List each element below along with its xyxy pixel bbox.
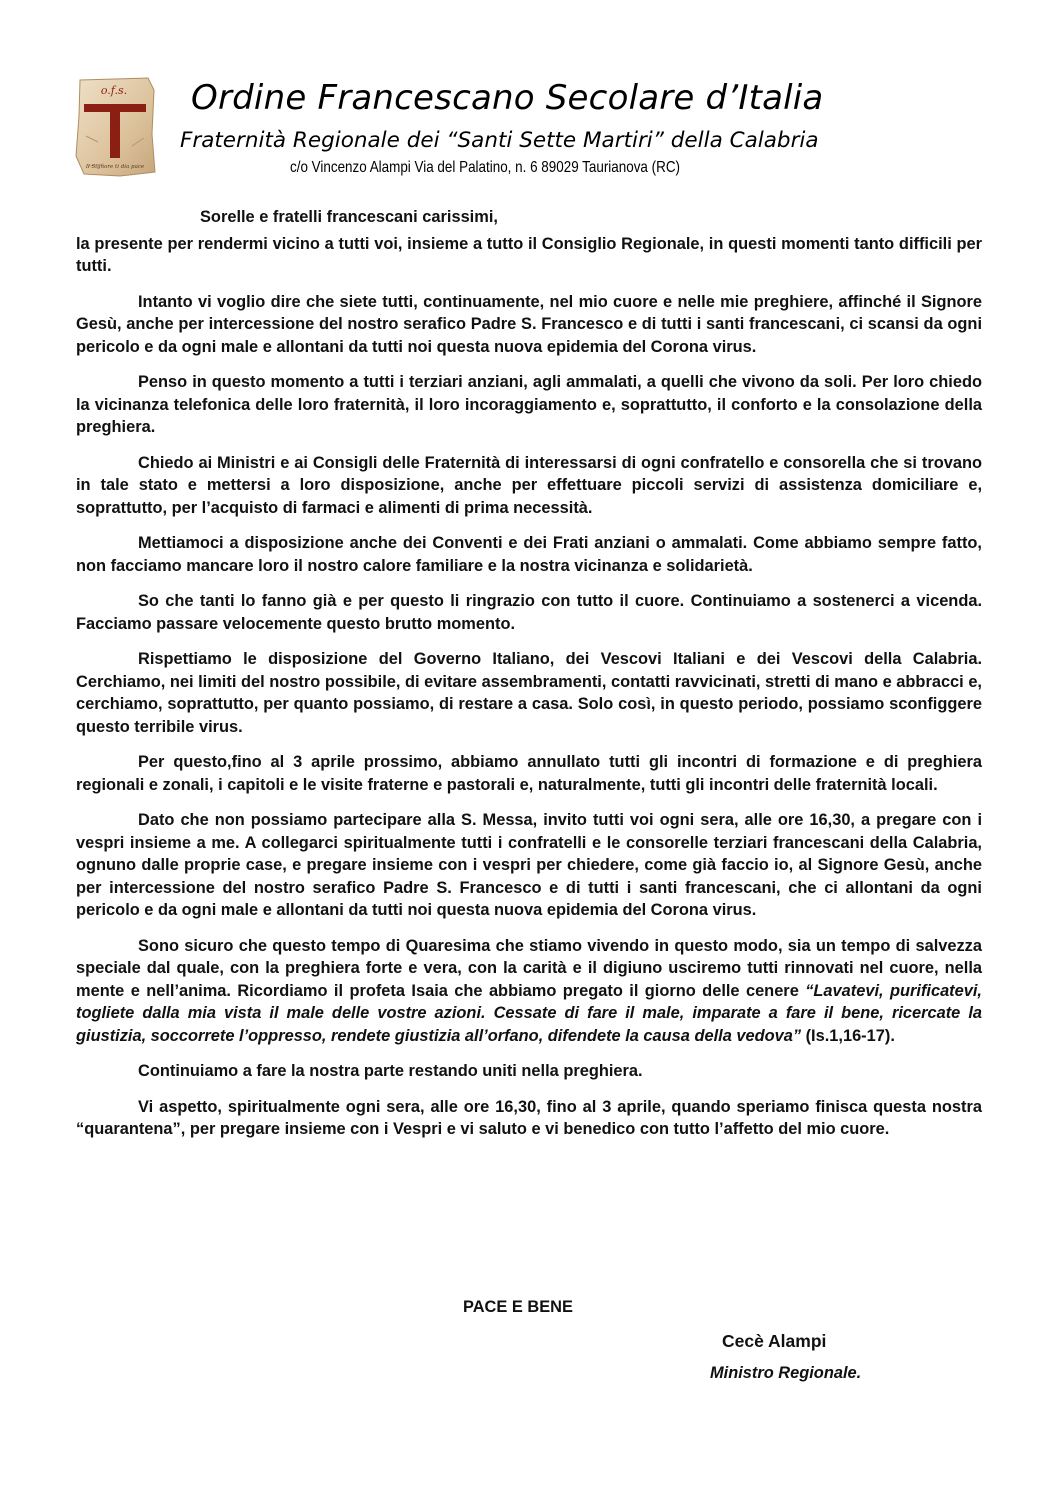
letter-body [76, 206, 982, 1154]
paragraph: Per questo,fino al 3 aprile prossimo, abbiamo annullato tutti gli incontri di formazione e di preghiera regionali e zonali, i capitoli e le visite fraterne e pastorali e, naturalmente, tutti gli incontri delle fraternità locali. [76, 753, 982, 794]
letterhead-subtitle: Fraternità Regionale dei “Santi Sette Martiri” della Calabria [180, 128, 819, 153]
paragraph: Dato che non possiamo partecipare alla S. Messa, invito tutti voi ogni sera, alle ore 16,30, a pregare con i vespri insieme a me. A collegarci spiritualmente tutti i confratelli e le consorelle terziari francescani della Calabria, ognuno dalle proprie case, e pregare insieme con i vespri per chiedere, come già faccio io, al Signore Gesù, anche per intercessione del nostro serafico Padre S. Francesco e di tutti i santi francescani, che ci allontani da ogni pericolo e da ogni male e allontani da tutti noi questa nuova epidemia del Corona virus. [76, 811, 982, 919]
paragraph: Vi aspetto, spiritualmente ogni sera, alle ore 16,30, fino al 3 aprile, quando speriamo finisca questa nostra “quarantena”, per pregare insieme con i Vespri e vi saluto e vi benedico con tutto l’affetto del mio cuore. [76, 1097, 982, 1138]
signature-role: Ministro Regionale. [710, 1364, 862, 1382]
signature-name: Cecè Alampi [722, 1331, 827, 1351]
paragraph: Rispettiamo le disposizione del Governo Italiano, dei Vescovi Italiani e dei Vescovi della Calabria. Cerchiamo, nei limiti del nostro possibile, di evitare assembramenti, contatti ravvicinati, stretti di mano e abbracci e, cerchiamo, soprattutto, per quanto possiamo, di restare a casa. Solo così, in questo periodo, possiamo sconfiggere questo terribile virus. [76, 650, 982, 736]
paragraph-lent [76, 935, 982, 1048]
greeting: Sorelle e fratelli francescani carissimi, [200, 208, 498, 226]
closing-salutation: PACE E BENE [463, 1298, 573, 1316]
paragraph: Intanto vi voglio dire che siete tutti, continuamente, nel mio cuore e nelle mie preghiere, affinché il Signore Gesù, anche per intercessione del nostro serafico Padre S. Francesco e di tutti i santi francescani, ci scansi da ogni pericolo e da ogni male e allontani da tutti noi questa nuova epidemia del Corona virus. [76, 292, 982, 356]
paragraph: Chiedo ai Ministri e ai Consigli delle Fraternità di interessarsi di ogni confratello e consorella che si trovano in tale stato e mettersi a loro disposizione, anche per effettuare piccoli servizi di assistenza domiciliare e, soprattutto, per l’acquisto di farmaci e alimenti di prima necessità. [76, 453, 982, 517]
ofs-logo [74, 76, 156, 178]
paragraph: Mettiamoci a disposizione anche dei Conventi e dei Frati anziani o ammalati. Come abbiamo sempre fatto, non facciamo mancare loro il nostro calore familiare e la nostra vicinanza e solidarietà. [76, 534, 982, 575]
quote-reference: (Is.1,16-17). [801, 1026, 895, 1045]
paragraph: Continuiamo a fare la nostra parte restando uniti nella preghiera. [138, 1062, 643, 1080]
letterhead-title: Ordine Francescano Secolare d’Italia [191, 78, 824, 118]
logo-text-bottom: Il Signore ti dia pace [85, 164, 145, 170]
lent-text: Sono sicuro che questo tempo di Quaresima che stiamo vivendo in questo modo, sia un tempo di salvezza speciale dal quale, con la preghiera forte e vera, con la carità e il digiuno usciremo tutti rinnovati nel cuore, nella mente e nell’anima. Ricordiamo il profeta Isaia che abbiamo pregato il giorno delle cenere [76, 936, 982, 1000]
paragraph: So che tanti lo fanno già e per questo li ringrazio con tutto il cuore. Continuiamo a sostenerci a vicenda. Facciamo passare velocemente questo brutto momento. [76, 592, 982, 633]
tau-stone-icon [74, 76, 156, 178]
isaiah-quote: “Lavatevi, purificatevi, togliete dalla mia vista il male delle vostre azioni. Cessate di fare il male, imparate a fare il bene, ricercate la giustizia, soccorrete l’oppresso, rendete giustizia all’orfano, difendete la causa della vedova” [76, 981, 982, 1045]
logo-text-top: o.f.s. [100, 84, 128, 97]
letterhead-address: c/o Vincenzo Alampi Via del Palatino, n. 6 89029 Taurianova (RC) [290, 159, 681, 176]
paragraph: Penso in questo momento a tutti i terziari anziani, agli ammalati, a quelli che vivono da soli. Per loro chiedo la vicinanza telefonica delle loro fraternità, il loro incoraggiamento e, soprattutto, il conforto e la consolazione della preghiera. [76, 373, 982, 436]
paragraph: la presente per rendermi vicino a tutti voi, insieme a tutto il Consiglio Regionale, in questi momenti tanto difficili per tutti. [76, 234, 982, 275]
